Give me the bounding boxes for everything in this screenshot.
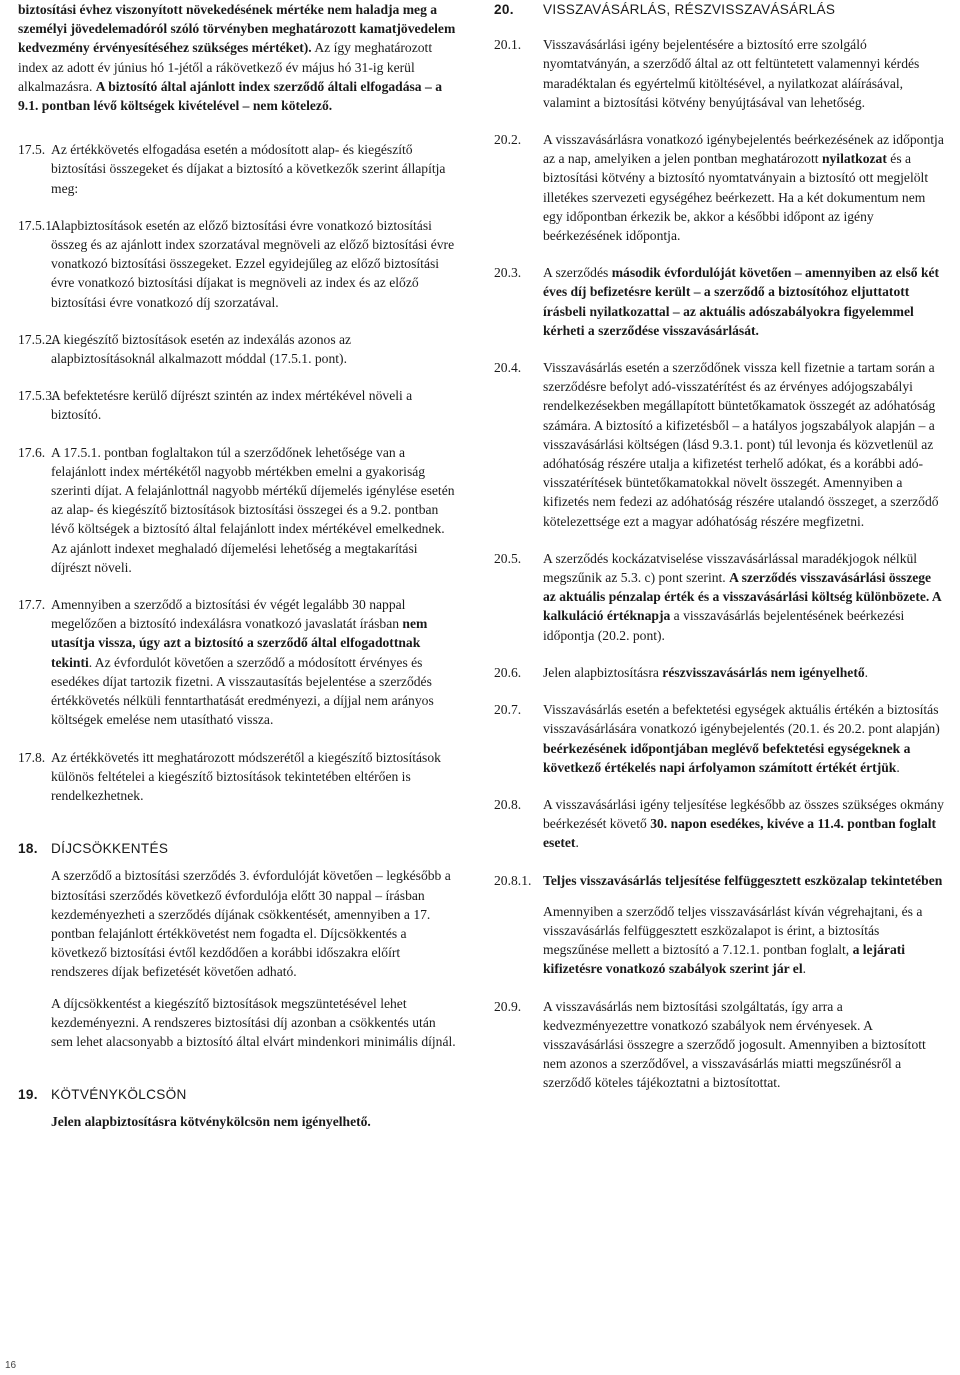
item-20-5: 20.5. A szerződés kockázatviselése visszavásárlással maradékjogok nélkül megszűnik az 5.3. c) pont szerint. A szerződés visszavásárlási összege az aktuális pénzalap érték és a visszavásárlási költség különbözete. A kalkuláció értéknapja a visszavásárlás bejelentésének beérkezési időpontja (20.2. pont). <box>494 550 942 643</box>
item-20-7: 20.7. Visszavásárlás esetén a befektetési egységek aktuális értékén a biztosítás visszavásárlására vonatkozó igénybejelentés (20.1. és 20.2. pont alapján) beérkezésének időpontjában meglévő befektetési egységeknek a következő értékelés napi árfolyamon számított értékét értjük. <box>494 702 940 775</box>
page-number: 16 <box>5 1360 17 1371</box>
section-20-heading: 20. VISSZAVÁSÁRLÁS, RÉSZVISSZAVÁSÁRLÁS <box>494 2 836 17</box>
intro-paragraph: biztosítási évhez viszonyított növekedésének mértéke nem haladja meg a személyi jövedelemadóról szóló törvényben meghatározott kamatjövedelem kedvezmény érvényesítéséhez szükséges mértéket). Az így meghatározott index az adott év június hó 1-jétől a rákövetkező év május hó 31-ig kerül alkalmazásra. A biztosító által ajánlott index szerződő általi elfogadása – a 9.1. pontban lévő költségek kivételével – nem kötelező. <box>18 2 456 114</box>
item-20-8-1: 20.8.1. Teljes visszavásárlás teljesítése felfüggesztett eszközalap tekintetében Amennyiben a szerződő teljes visszavásárlást kíván végrehajtani, és a visszavásárlás felfüggesztett eszközalapot is érint, a biztosítás megszűnése mellett a biztosító a 7.12.1. pontban foglalt, a lejárati kifizetésre vonatkozó szabályok szerint jár el. <box>494 872 943 977</box>
item-20-9: 20.9. A visszavásárlás nem biztosítási szolgáltatás, így arra a kedvezményezettre vonatkozó szabályok nem érvényesek. A visszavásárlási összegre a szerződő jogosult. Amennyiben a biztosított nem azonos a szerződővel, a visszavásárlás miatti megszűnésről a szerződő köteles tájékoztatni a biztosítottat. <box>494 998 926 1091</box>
item-17-5-2: 17.5.2. A kiegészítő biztosítások esetén az indexálás azonos az alapbiztosításoknál alkalmazott móddal (17.5.1. pont). <box>18 331 352 367</box>
section-18-para-1: A szerződő a biztosítási szerződés 3. évfordulóját követően – legkésőbb a biztosítási szerződés következő évfordulója előtt 30 nappal – írásban kezdeményezheti a szerződés díjának csökkentését, amennyiben a 17. pontban felajánlott értékkövetést nem fogadta el. Díjcsökkentés a következő biztosítási évtől kezdődően a korábbi időszakra előírt rendszeres díjak befizetését követően adható. <box>51 868 451 980</box>
item-17-8: 17.8. Az értékkövetés itt meghatározott módszerétől a kiegészítő biztosítások különös feltételei a kiegészítő biztosítások tekintetében eltérően is rendelkezhetnek. <box>18 749 441 803</box>
section-18-heading: 18. DÍJCSÖKKENTÉS <box>18 841 169 857</box>
item-20-1: 20.1. Visszavásárlási igény bejelentésére a biztosító erre szolgáló nyomtatványán, a szerződő által az ott feltüntetett valamennyi kérdés maradéktalan és egyértelmű kitöltésével, a nyilatkozat aláírásával, valamint a biztosítási kötvény benyújtásával van lehetőség. <box>494 37 920 110</box>
item-20-3: 20.3. A szerződés második évfordulóját követően – amennyiben az első két éves díj befizetésre került – a szerződő a biztosítóhoz eljuttatott írásbeli nyilatkozattal – az aktuális adószabályokra figyelemmel kérheti a szerződése visszavásárlását. <box>494 265 940 338</box>
item-20-4: 20.4. Visszavásárlás esetén a szerződőnek vissza kell fizetnie a tartam során a szerződésre befolyt adó-visszatérítést és az érvényes adójogszabályi rendelkezésekben megállapított büntetőkamatok összegét az adóhatóság számára. A biztosító a kifizetésből – a hatályos jogszabályok alapján – a visszavásárlási költségen (lásd 9.3.1. pont) túl levonja és közvetlenül az adóhatóság részére utalja a kifizetést terhelő adókat, és a korábbi adó-visszatérítések büntetőkamatokkal növelt összegét. Amennyiben a kifizetés nem fedezi az adóhatóság részére utalandó összeget, a szerződő kötelezettsége ezt a magyar adóhatóság részére megfizetni. <box>494 360 939 529</box>
item-17-6: 17.6. A 17.5.1. pontban foglaltakon túl a szerződőnek lehetősége van a felajánlott index mértékétől nagyobb mértékben emelni a gyakoriság szerinti díjat. A felajánlottnál nagyobb mértékű díjemelés igénylése esetén az alap- és kiegészítő biztosítások biztosítási összegei és a 9.2. pontban lévő költségek a biztosító által felajánlott index mértékével emelkednek. Az ajánlott indexet meghaladó díjemelési lehetőség a megtakarítási díjrészt növeli. <box>18 444 455 575</box>
right-column <box>494 0 946 1111</box>
section-18-para-2: A díjcsökkentést a kiegészítő biztosítások megszüntetésével lehet kezdeményezni. A rendszeres biztosítási díj azonban a csökkentés után sem lehet alacsonyabb a biztosító által elvárt mindenkori minimális díjnál. <box>51 995 456 1049</box>
item-17-5-1: 17.5.1. Alapbiztosítások esetén az előző biztosítási évre vonatkozó biztosítási összeg és az ajánlott index szorzatával megnöveli az előző biztosítási évre vonatkozó biztosítási összegeket. Ezzel egyidejűleg az előző biztosítási évre vonatkozó biztosítási díjakat is megnöveli az index és az előző biztosítási évre vonatkozó díj szorzatával. <box>18 217 455 310</box>
item-20-2: 20.2. A visszavásárlásra vonatkozó igénybejelentés beérkezésének az időpontja az a nap, amelyiken a jelen pontban meghatározott nyilatkozat és a biztosítási kötvény a biztosító nyomtatványain a biztosító ott megjelölt illetékes szervezeti egységéhez beérkezett. Ha a két dokumentum nem egy időpontban érkezik be, akkor a későbbi időpont az igény beérkezésének időpontja. <box>494 132 944 244</box>
section-19-text: Jelen alapbiztosításra kötvénykölcsön nem igényelhető. <box>51 1114 371 1130</box>
left-column <box>18 0 458 1150</box>
item-17-5: 17.5. Az értékkövetés elfogadása esetén a módosított alap- és kiegészítő biztosítási összegeket és díjakat a biztosító a következők szerint állapítja meg: <box>18 142 446 196</box>
item-20-6: 20.6. Jelen alapbiztosításra részvisszavásárlás nem igényelhető. <box>494 664 869 680</box>
section-19-heading: 19. KÖTVÉNYKÖLCSÖN <box>18 1087 187 1103</box>
item-17-7: 17.7. Amennyiben a szerződő a biztosítási év végét legalább 30 nappal megelőzően a biztosító indexálásra vonatkozó javaslatát írásban nem utasítja vissza, úgy azt a biztosító a szerződő által elfogadottnak tekinti. Az évfordulót követően a szerződő a módosított érvényes és esedékes díjat tartozik fizetni. A visszautasítás bejelentése a szerződés értékkövetés nélküli fenntarthatását eredményezi, a díjjal nem arányos költségek emelése nem utasítható vissza. <box>18 597 434 728</box>
item-17-5-3: 17.5.3. A befektetésre kerülő díjrészt szintén az index mértékével növeli a biztosító. <box>18 388 413 423</box>
item-20-8: 20.8. A visszavásárlási igény teljesítése legkésőbb az összes szükséges okmány beérkezését követő 30. napon esedékes, kivéve a 11.4. pontban foglalt esetet. <box>494 796 944 851</box>
